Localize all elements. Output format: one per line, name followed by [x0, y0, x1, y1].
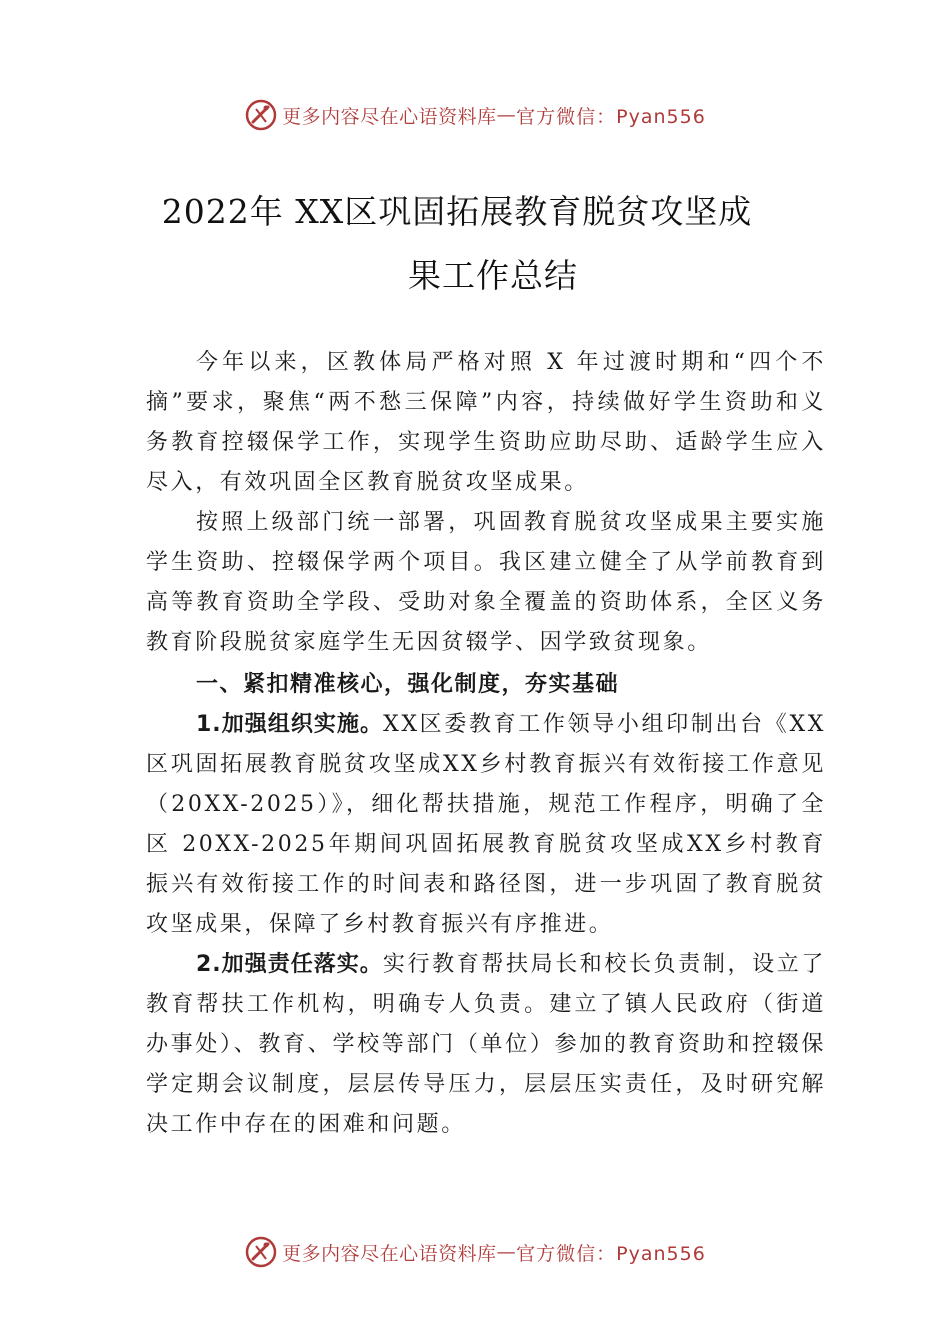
document-title-line1: 2022年 XX区巩固拓展教育脱贫攻坚成 — [161, 192, 753, 231]
seal-logo-icon — [244, 98, 278, 132]
header-banner — [0, 95, 950, 135]
subheading-2: 2.加强责任落实。 — [196, 952, 383, 977]
section-heading-1: 一、紧扣精准核心，强化制度，夯实基础 — [196, 672, 620, 697]
banner-left-text: 更多内容尽在心语资料库 — [282, 105, 497, 128]
subsection-1-body: XX区委教育工作领导小组印制出台《XX区巩固拓展教育脱贫攻坚成XX乡村教育振兴有效衔接工作意见（20XX-2025）》，细化帮扶措施，规范工作程序，明确了全区 20XX-2025年期间巩固拓展教育脱贫攻坚成XX乡村教育振兴有效衔接工作的时间表和路径图，进一步巩固了教育脱贫攻坚成果，保障了乡村教育振兴有序推进。 — [146, 712, 826, 937]
paragraph-1: 今年以来，区教体局严格对照 X 年过渡时期和“四个不摘”要求，聚焦“两不愁三保障”内容，持续做好学生资助和义务教育控辍保学工作，实现学生资助应助尽助、适龄学生应入尽入，有效巩固全区教育脱贫攻坚成果。 — [146, 350, 826, 495]
banner-right-text: 官方微信：Pyan556 — [516, 105, 706, 128]
document-body — [146, 343, 826, 1145]
paragraph-section-2 — [146, 945, 826, 1145]
paragraph-section-1 — [146, 705, 826, 945]
subheading-1: 1.加强组织实施。 — [196, 712, 384, 737]
banner-dash: — — [496, 1241, 517, 1263]
banner-left-text: 更多内容尽在心语资料库 — [282, 1242, 497, 1265]
banner-dash: — — [496, 104, 517, 126]
paragraph-2: 按照上级部门统一部署，巩固教育脱贫攻坚成果主要实施学生资助、控辍保学两个项目。我区建立健全了从学前教育到高等教育资助全学段、受助对象全覆盖的资助体系，全区义务教育阶段脱贫家庭学生无因贫辍学、因学致贫现象。 — [146, 510, 826, 655]
footer-banner — [0, 1232, 950, 1272]
banner-right-text: 官方微信：Pyan556 — [516, 1242, 706, 1265]
seal-logo-icon — [244, 1235, 278, 1269]
subsection-2-body: 实行教育帮扶局长和校长负责制，设立了教育帮扶工作机构，明确专人负责。建立了镇人民政府（街道办事处）、教育、学校等部门（单位）参加的教育资助和控辍保学定期会议制度，层层传导压力，层层压实责任，及时研究解决工作中存在的困难和问题。 — [146, 952, 826, 1137]
document-title-line2: 果工作总结 — [408, 256, 578, 295]
